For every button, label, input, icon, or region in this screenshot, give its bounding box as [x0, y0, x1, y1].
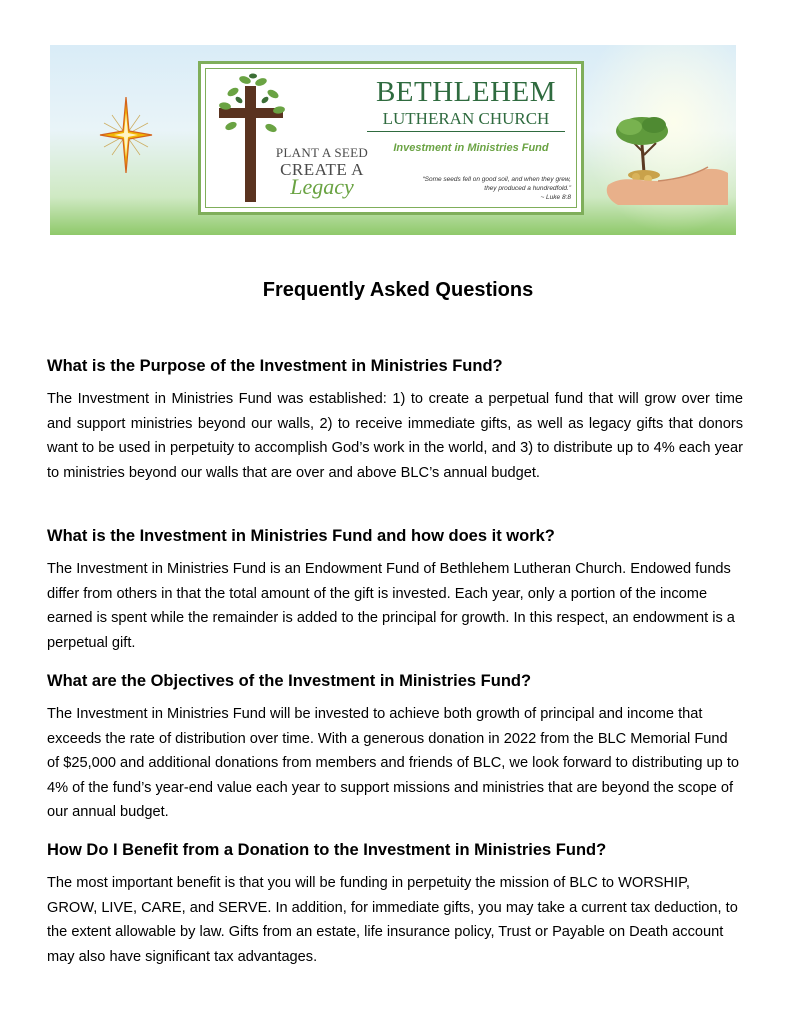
quote-line-1: “Some seeds fell on good soil, and when they grew,: [422, 176, 571, 183]
faq-answer: The Investment in Ministries Fund will be invested to achieve both growth of principal and income that exceeds the rate of distribution over time. With a generous donation in 2022 from the BLC Memorial Fund of $25,000 and additional donations from members and friends of BLC, we look forward to distributing up to 4% of the fund’s year-end value each year to support missions and ministries that are beyond the scope of our annual budget.: [47, 706, 739, 820]
tagline-line-3: Legacy: [290, 174, 354, 199]
tree-in-hands-icon: [598, 105, 728, 205]
faq-answer: The most important benefit is that you will be funding in perpetuity the mission of BLC to WORSHIP, GROW, LIVE, CARE, and SERVE. In addition, for immediate gifts, you may take a current tax deduction, to the extent allowable by law. Gifts from an estate, life insurance policy, Trust or Payable on Death account may also have significant tax advantages.: [47, 875, 738, 965]
faq-question: What is the Investment in Ministries Fund and how does it work?: [47, 527, 555, 545]
page-title: Frequently Asked Questions: [262, 279, 534, 301]
faq-section-purpose: [47, 355, 743, 485]
church-name-rule: [367, 131, 565, 132]
church-name-line-2: LUTHERAN CHURCH: [382, 109, 550, 128]
faq-question: What is the Purpose of the Investment in Ministries Fund?: [47, 357, 503, 375]
header-banner: [50, 45, 736, 235]
faq-answer: The Investment in Ministries Fund was established: 1) to create a perpetual fund that will grow over time and support ministries beyond our walls, 2) to receive immediate gifts, as well as legacy gifts that donors want to be used in perpetuity to accomplish God’s work in the world, and 3) to distribute up to 4% each year to ministries beyond our walls that are over and above BLC’s annual budget.: [47, 391, 743, 481]
church-name: [361, 78, 571, 132]
tagline: [267, 146, 377, 198]
faq-question: How Do I Benefit from a Donation to the Investment in Ministries Fund?: [47, 841, 607, 859]
faq-section-how-it-works: [47, 525, 743, 655]
fund-name: Investment in Ministries Fund: [393, 142, 549, 154]
faq-section-objectives: [47, 670, 743, 825]
scripture-quote: [401, 176, 571, 202]
tagline-line-1: PLANT A SEED: [275, 145, 369, 160]
quote-source: ~ Luke 8:8: [540, 193, 571, 201]
quote-line-2: they produced a hundredfold.”: [484, 184, 571, 192]
tagline-line-2: CREATE A: [280, 160, 364, 179]
church-name-line-1: BETHLEHEM: [375, 76, 557, 108]
faq-question: What are the Objectives of the Investment in Ministries Fund?: [47, 672, 532, 690]
church-logo: [198, 61, 584, 215]
faq-answer: The Investment in Ministries Fund is an Endowment Fund of Bethlehem Lutheran Church. Endowed funds differ from others in that the total amount of the gift is invested. Each year, only a portion of the income earned is spent while the remainder is added to the principal for growth. In this respect, an endowment is a perpetual gift.: [47, 561, 735, 651]
star-icon: [98, 95, 154, 175]
faq-section-benefits: [47, 839, 743, 969]
